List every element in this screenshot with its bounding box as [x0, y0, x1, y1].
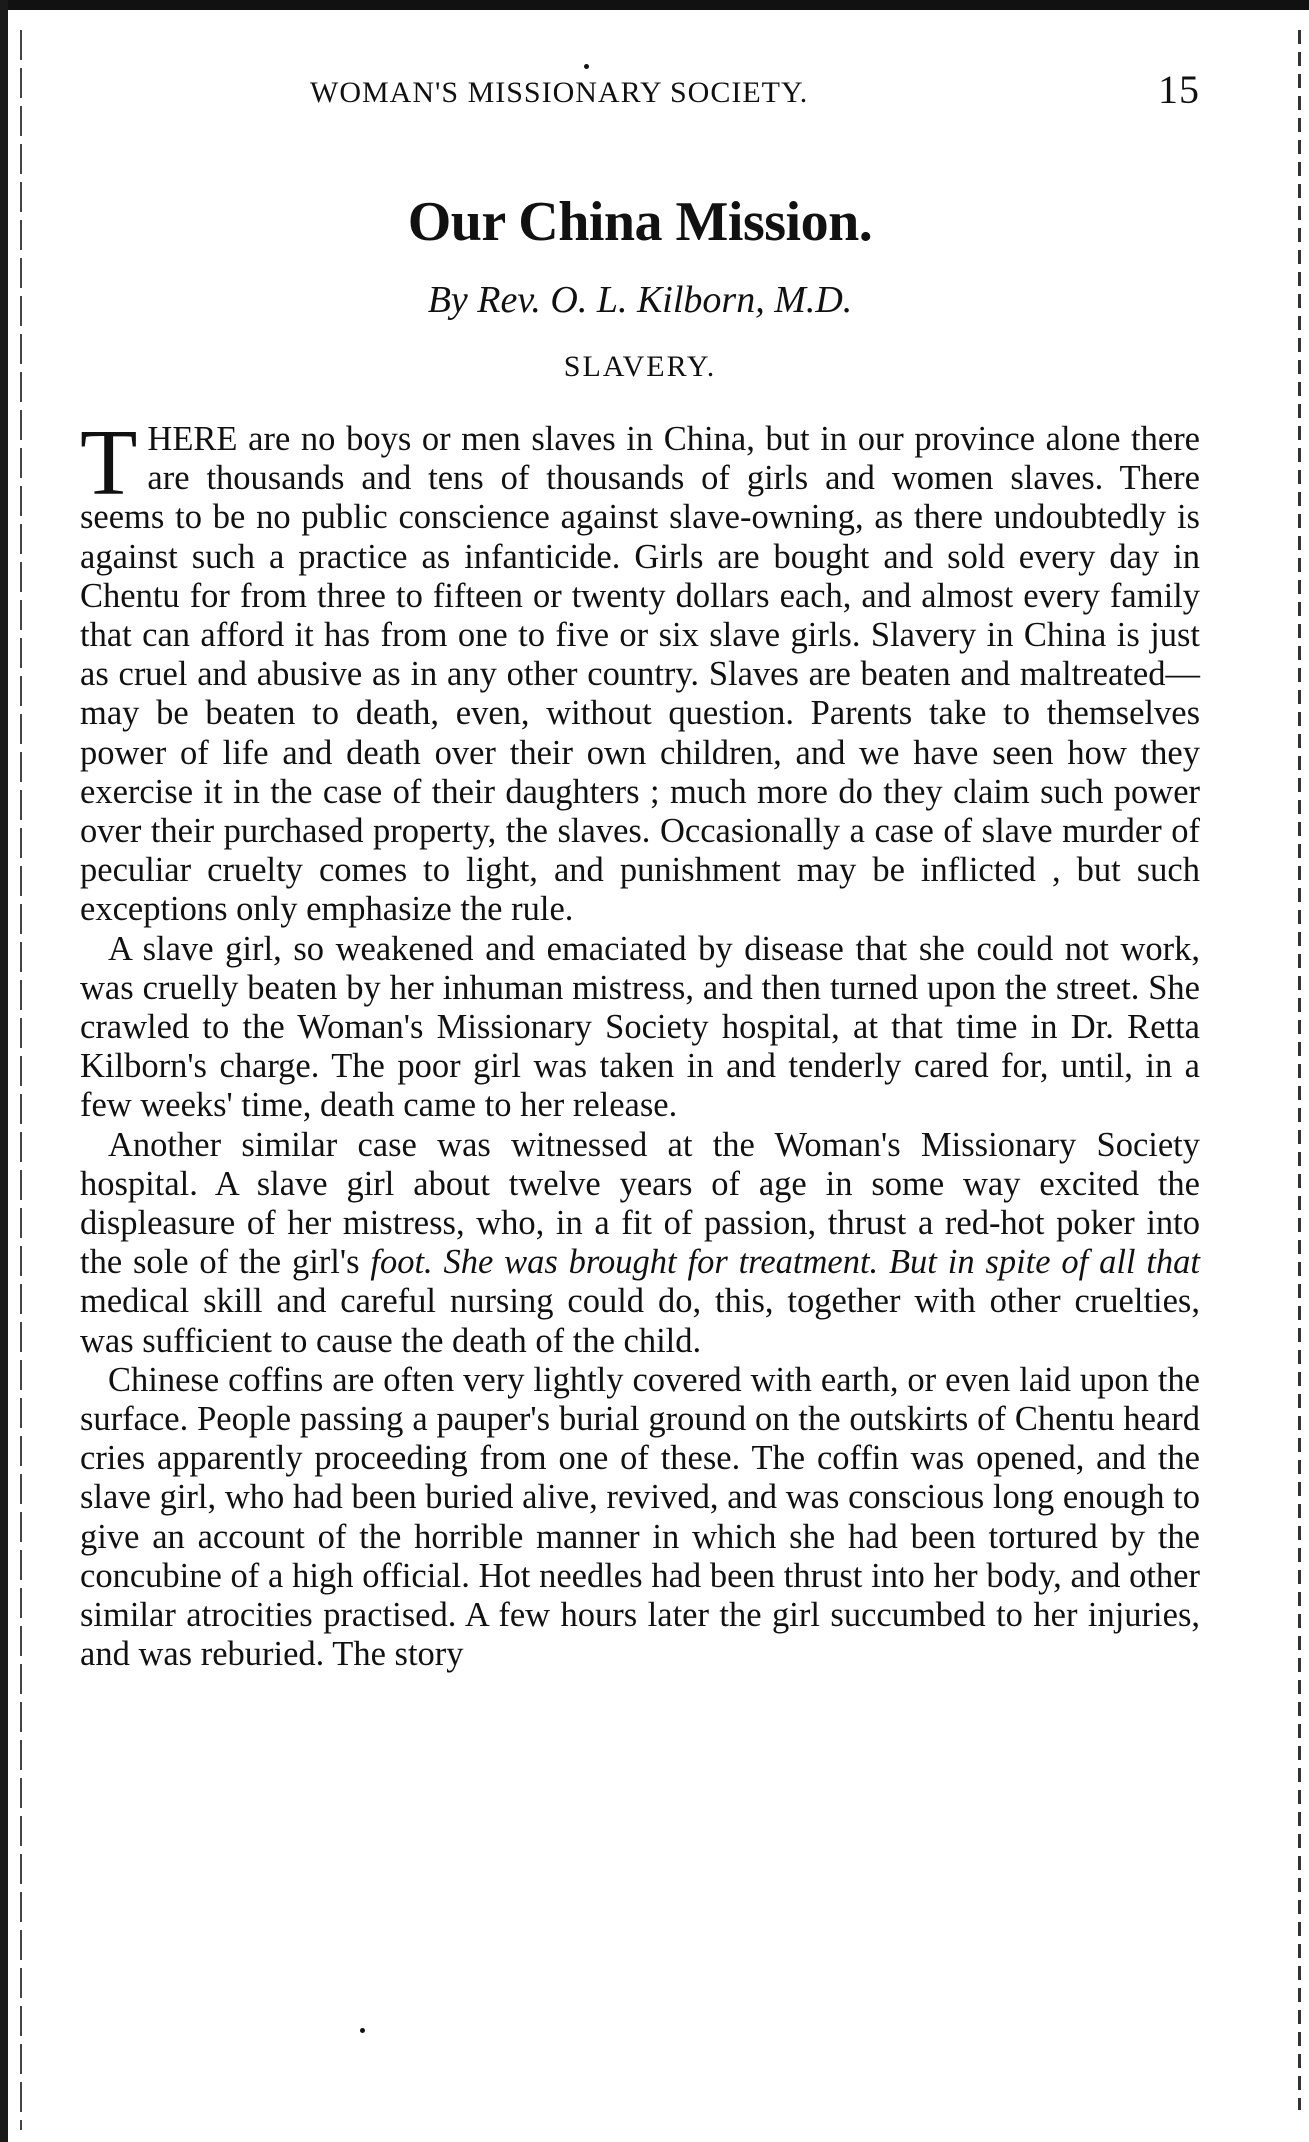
- print-speck: [360, 2028, 365, 2033]
- running-head: [80, 60, 1200, 120]
- article-title: Our China Mission.: [407, 191, 873, 253]
- book-page: [80, 60, 1200, 1675]
- paragraph-3-text-b: medical skill and careful nursing could do, this, together with other cruelties, was sufficient to cause the death of the child.: [80, 1282, 1200, 1360]
- paragraph-3-italic: foot. She was brought for treatment. But in spite of all that: [370, 1243, 1200, 1282]
- paragraph-1-text: HERE are no boys or men slaves in China, but in our province alone there are thousands and tens of thousands of girls and women slaves. There seems to be no public conscience against slave-owning, as there undoubtedly is against such a practice as infanticide. Girls are bought and sold every day in Chentu for from three to fifteen or twenty dollars each, and almost every family that can afford it has from one to five or six slave girls. Slavery in China is just as cruel and abusive as in any other country. Slaves are beaten and maltreated—may be beaten to death, even, without question. Parents take to themselves power of life and death over their own children, and we have seen how they exercise it in the case of their daughters ; much more do they claim such power over their purchased property, the slaves. Occasionally a case of slave murder of peculiar cruelty comes to light, and punishment may be inflicted , but such exceptions only emphasize the rule.: [80, 420, 1200, 929]
- section-heading: SLAVERY.: [563, 350, 717, 383]
- paragraph-2: A slave girl, so weakened and emaciated by disease that she could not work, was cruelly beaten by her inhuman mistress, and then turned upon the street. She crawled to the Woman's Missionary Society hospital, at that time in Dr. Retta Kilborn's charge. The poor girl was taken in and tenderly cared for, until, in a few weeks' time, death came to her release.: [80, 929, 1200, 1125]
- page-number: 15: [1158, 67, 1200, 112]
- paragraph-3-text-a: Another similar case was witnessed at the Woman's Missionary Society hospital. A slave girl about twelve years of age in some way excited the displeasure of her mistress, who, in a fit of passion, thrust a red-hot poker into the sole of the girl's: [80, 1125, 1200, 1282]
- running-head-title: WOMAN'S MISSIONARY SOCIETY.: [310, 76, 809, 109]
- top-border: [0, 0, 1309, 10]
- drop-cap: T: [80, 411, 138, 515]
- paragraph-4: Chinese coffins are often very lightly covered with earth, or even laid upon the surface. People passing a pauper's burial ground on the outskirts of Chentu heard cries apparently proceeding from one of these. The coffin was opened, and the slave girl, who had been buried alive, revived, and was conscious long enough to give an account of the horrible manner in which she had been tortured by the concubine of a high official. Hot needles had been thrust into her body, and other similar atrocities practised. A few hours later the girl succumbed to her injuries, and was reburied. The story: [80, 1360, 1200, 1674]
- paragraph-3: [80, 1126, 1200, 1361]
- gutter-line: [20, 30, 22, 2130]
- paragraph-1: [80, 411, 1200, 930]
- article-body: [80, 411, 1200, 1675]
- right-edge: [1298, 30, 1301, 2110]
- left-binding-edge: [0, 0, 8, 2142]
- article-byline: By Rev. O. L. Kilborn, M.D.: [427, 279, 853, 321]
